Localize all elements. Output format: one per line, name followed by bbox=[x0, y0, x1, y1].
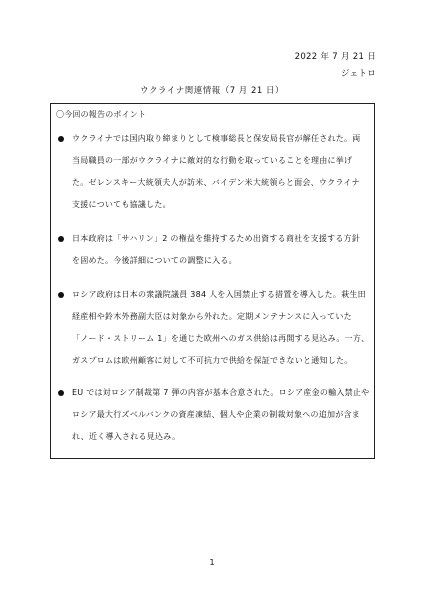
document-title: ウクライナ関連情報（7 月 21 日） bbox=[139, 86, 285, 96]
list-item-line: を固めた。今後詳細についての調整に入る。 bbox=[72, 256, 237, 265]
document-organization: ジェトロ bbox=[340, 69, 376, 79]
bullet-icon bbox=[58, 292, 64, 298]
key-points-box bbox=[50, 103, 375, 459]
bullet-icon bbox=[58, 136, 64, 142]
list-item-line: EU では対ロシア制裁第 7 弾の内容が基本合意された。ロシア産金の輸入禁止や bbox=[72, 388, 370, 397]
key-points-heading: 〇今回の報告のポイント bbox=[56, 110, 147, 119]
document-date: 2022 年 7 月 21 日 bbox=[294, 52, 376, 62]
list-item-line: 当局職員の一部がウクライナに敵対的な行動を取っていることを理由に挙げ bbox=[72, 156, 353, 165]
list-item-line: 日本政府は「サハリン」2 の権益を維持するため出資する商社を支援する方針 bbox=[72, 234, 361, 243]
list-item-line: た。ゼレンスキー大統領夫人が訪米、バイデン米大統領らと面会、ウクライナ bbox=[72, 178, 360, 187]
list-item-line: れ、近く導入される見込み。 bbox=[72, 432, 181, 441]
list-item-line: ロシア政府は日本の衆議院議員 384 人を入国禁止する措置を導入した。萩生田 bbox=[72, 290, 366, 299]
list-item-line: ガスプロムは欧州顧客に対して不可抗力で供給を保証できないと通知した。 bbox=[72, 356, 353, 365]
list-item-line: 「ノード・ストリーム 1」を通じた欧州へのガス供給は再開する見込み。一方、 bbox=[72, 334, 370, 343]
bullet-icon bbox=[58, 236, 64, 242]
bullet-icon bbox=[58, 390, 64, 396]
list-item-line: 経産相や鈴木外務副大臣は対象から外れた。定期メンテナンスに入っていた bbox=[72, 312, 352, 321]
list-item-line: 支援についても協議した。 bbox=[72, 200, 171, 209]
page-number: 1 bbox=[209, 558, 215, 567]
list-item-line: ロシア最大行ズベルバンクの資産凍結、個人や企業の制裁対象への追加が含ま bbox=[72, 410, 361, 419]
list-item-line: ウクライナでは国内取り締まりとして検事総長と保安局長官が解任された。両 bbox=[72, 134, 361, 143]
